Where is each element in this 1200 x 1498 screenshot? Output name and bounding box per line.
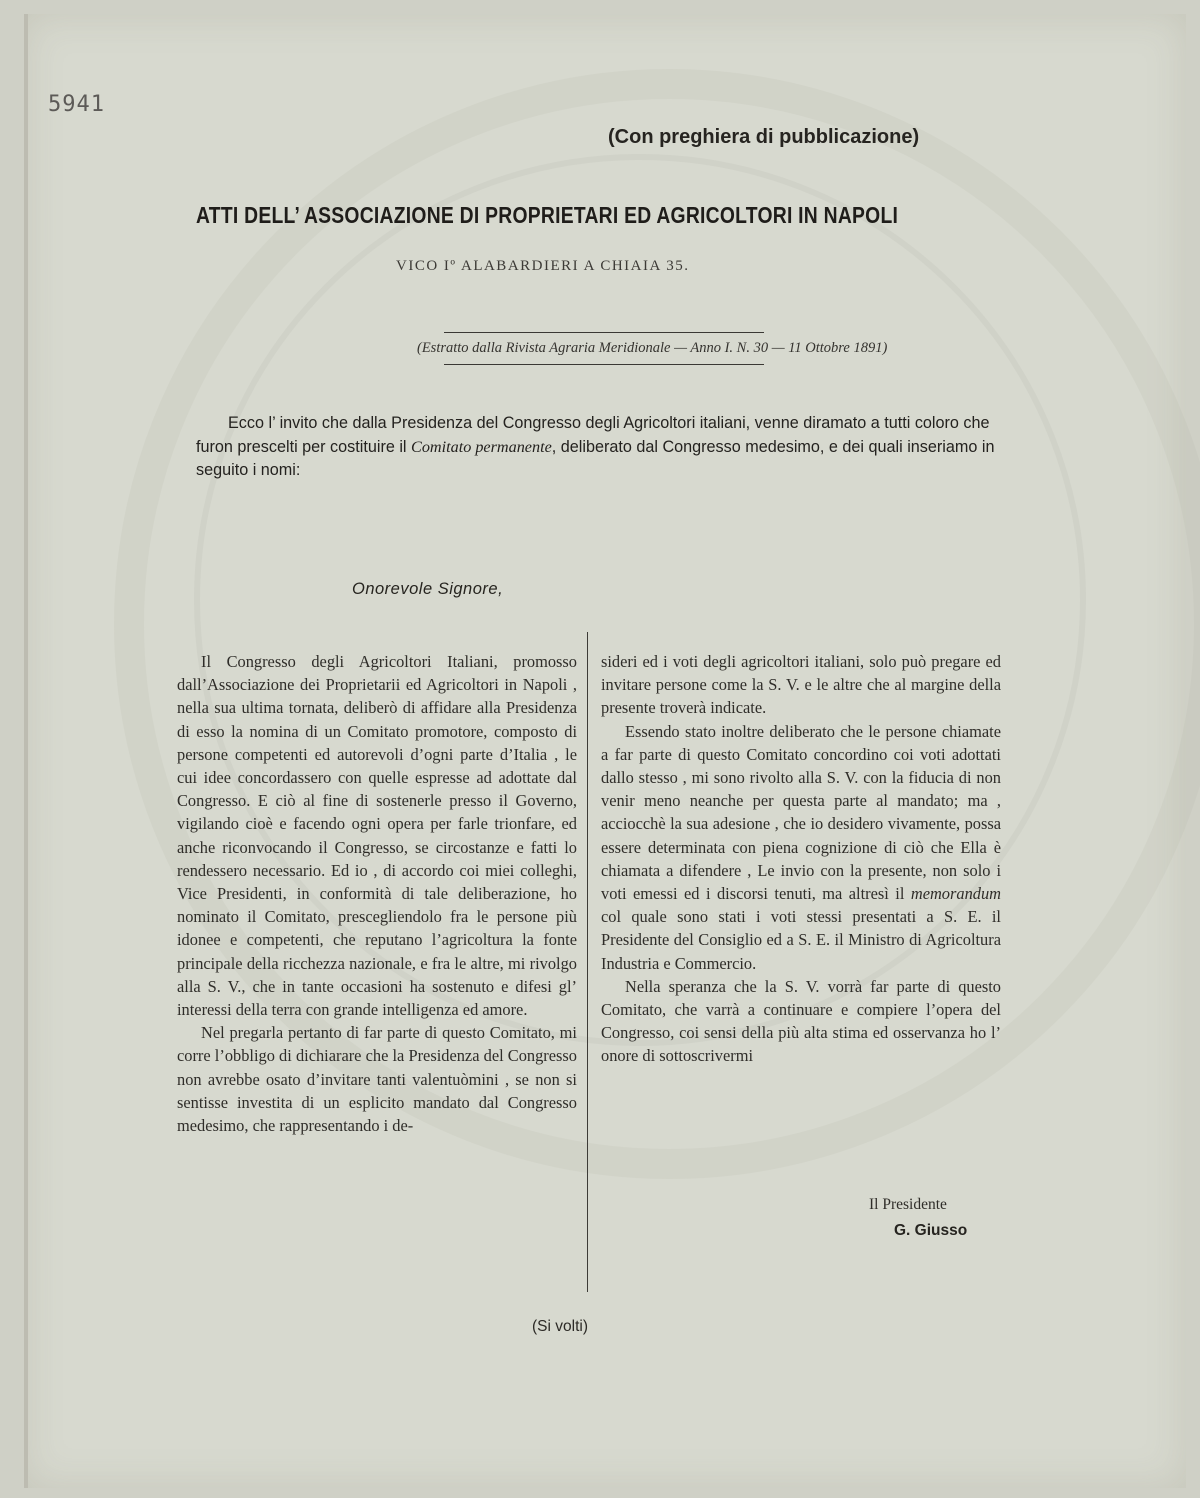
address-subtitle: VICO Iº ALABARDIERI A CHIAIA 35. — [396, 258, 690, 274]
letter-column-right — [601, 650, 1001, 1068]
letter-paragraph: Il Congresso degli Agricoltori Italiani, promosso dall’Associazione dei Proprietarii ed Agricoltori in Napoli , nella sua ultima tornata, deliberò di affidare alla Presidenza di esso la nomina di un Comitato promotore, composto di persone competenti ed autorevoli d’ogni parte d’Italia , le cui idee concordassero con quelle espresse ad adottate dal Congresso. E ciò al fine di sostenerle presso il Governo, vigilando cioè e facendo ogni opera per farle trionfare, ed anche riconvocando il Congresso, se circostanze e fatti lo rendessero necessario. Ed io , di accordo coi miei colleghi, Vice Presidenti, in conformità di tale deliberazione, ho nominato il Comitato, prescegliendolo fra le persone più idonee e competenti, che reputano l’agricoltura la fonte principale della ricchezza nazionale, e fra le altre, mi rivolgo alla S. V., che in tante occasioni ha sostenuto e difesi gl’ interessi della terra con grande intelligenza ed amore. — [177, 652, 577, 1020]
memorandum-italic: memorandum — [910, 884, 1001, 904]
document-title: ATTI DELL’ ASSOCIAZIONE DI PROPRIETARI ED AGRICOLTORI IN NAPOLI — [196, 202, 899, 228]
column-divider — [587, 632, 588, 1292]
extract-rule-bottom — [444, 364, 764, 365]
salutation: Onorevole Signore, — [352, 580, 504, 598]
extract-rule-top — [444, 332, 764, 333]
intro-paragraph: Ecco l’ invito che dalla Presidenza del Congresso degli Agricoltori italiani, venne diramato a tutti coloro che furon prescelti per costituire il Comitato permanente, deliberato dal Congresso medesimo, e dei quali inseriamo in seguito i nomi: — [196, 414, 995, 479]
intro-italic-term: Comitato permanente — [411, 437, 552, 456]
turn-page-note: (Si volti) — [532, 1318, 588, 1335]
letter-paragraph: Nella speranza che la S. V. vorrà far parte di questo Comitato, che varrà a continuare e compiere l’opera del Congresso, coi sensi della più alta stima ed osservanza ho l’ onore di sottoscrivermi — [601, 976, 1001, 1066]
page-edge — [24, 14, 28, 1488]
signature-title: Il Presidente — [869, 1196, 947, 1213]
publication-request-note: (Con preghiera di pubblicazione) — [608, 126, 920, 148]
letter-paragraph: sideri ed i voti degli agricoltori italiani, solo può pregare ed invitare persone come la S. V. e le altre che al margine della presente troverà indicate. — [601, 652, 1001, 718]
catalog-number: 5941 — [48, 92, 105, 117]
signature-name: G. Giusso — [894, 1222, 968, 1239]
letter-paragraph: Nel pregarla pertanto di far parte di questo Comitato, mi corre l’obbligo di dichiarare che la Presidenza del Congresso non avrebbe osato d’invitare tanti valentuòmini , se non si sentisse investita di un esplicito mandato dal Congresso medesimo, che rappresentando i de- — [177, 1023, 577, 1136]
letter-paragraph: Essendo stato inoltre deliberato che le persone chiamate a far parte di questo Comitato concordino coi voti adottati dallo stesso , mi sono rivolto alla S. V. con la fiducia di non venir meno neanche per questa parte al mandato; ma , acciocchè la sua adesione , che io desidero vivamente, possa essere determinata con piena cognizione di ciò che Ella è chiamata a difendere , Le invio con la presente, non solo i voti emessi ed i discorsi tenuti, ma altresì il memorandum col quale sono stati i voti stessi presentati a S. E. il Presidente del Consiglio ed a S. E. il Ministro di Agricoltura Industria e Commercio. — [601, 721, 1001, 973]
letter-column-left — [177, 650, 577, 1137]
extract-source-line: (Estratto dalla Rivista Agraria Meridionale — Anno I. N. 30 — 11 Ottobre 1891) — [417, 340, 888, 356]
